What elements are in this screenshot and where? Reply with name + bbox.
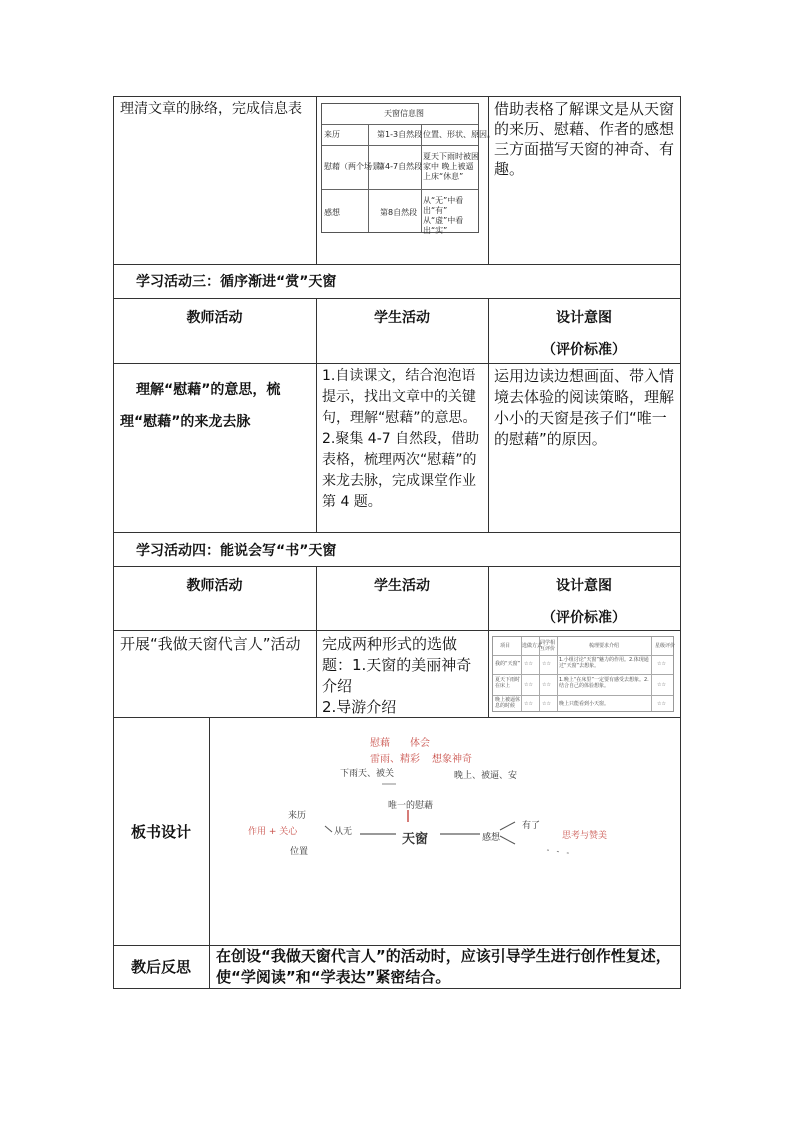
board-word: 有了 xyxy=(522,821,541,831)
row1-intent-text: 借助表格了解课文是从天窗的来历、慰藉、作者的感想三方面描写天窗的神奇、有趣。 xyxy=(494,100,675,178)
board-word: 作用 + 关心 xyxy=(248,827,298,837)
eval-header: 星级评价 xyxy=(655,643,676,649)
activity4-header-intent-sub: （评价标准） xyxy=(542,610,626,626)
rule xyxy=(113,298,681,299)
rule xyxy=(113,96,114,989)
board-word: 感想 xyxy=(482,833,501,843)
row1-teacher-text: 理清文章的脉络，完成信息表 xyxy=(120,101,302,117)
eval-req: 1.晚上“在床里”一定要有感受去想象。2.结合自己的体验想象。 xyxy=(559,677,649,689)
rule xyxy=(680,96,681,989)
eval-star: ☆☆ xyxy=(657,661,666,667)
eval-star: ☆☆ xyxy=(542,682,551,688)
activity3-teacher-text: 理解“慰藉”的意思，梳理“慰藉”的来龙去脉 xyxy=(120,382,281,430)
info-row-label: 慰藉（两个场景） xyxy=(324,162,388,171)
eval-star: ☆☆ xyxy=(542,701,551,707)
info-row-content: 位置、形状、原因。 xyxy=(423,130,495,139)
eval-req: 晚上只能看到小天窗。 xyxy=(559,701,610,707)
board-word: 从无 xyxy=(334,827,353,837)
activity4-header-intent: 设计意图 xyxy=(556,578,612,594)
activity4-student-text: 完成两种形式的选做题：1.天窗的美丽神奇介绍 2.导游介绍 xyxy=(322,635,472,716)
activity3-header-teacher: 教师活动 xyxy=(186,310,243,326)
board-strokes xyxy=(210,718,680,944)
board-word: 慰藉 xyxy=(370,738,390,749)
activity3-title: 学习活动三：循序渐进“赏”天窗 xyxy=(136,274,337,290)
info-row-range: 第1-3自然段 xyxy=(377,130,423,139)
info-row-content: 从“无”中看出“有” 从“虚”中看出“实” xyxy=(423,196,464,235)
reflection-label: 教后反思 xyxy=(130,958,191,976)
activity3-student-text: 1.自读课文，结合泡泡语提示，找出文章中的关键句，理解“慰藉”的意思。 2.聚集 4-7 自然段，借助表格，梳理两次“慰藉”的来龙去脉，完成课堂作业第 4 题。 xyxy=(322,368,480,510)
activity4-header-teacher: 教师活动 xyxy=(186,578,243,594)
eval-star: ☆☆ xyxy=(542,661,551,667)
info-table-title: 天窗信息图 xyxy=(384,109,424,118)
board-word: 体会 xyxy=(410,738,430,749)
activity4-header-student: 学生活动 xyxy=(374,578,430,594)
eval-header: 项目 xyxy=(500,643,511,649)
eval-item: 晚上被逼休息的时候 xyxy=(495,697,521,709)
rule xyxy=(113,988,681,989)
eval-item: 夏天下雨时在床上 xyxy=(495,677,521,689)
board-word: 思考与赞美 xyxy=(562,831,608,841)
board-word: 想象神奇 xyxy=(432,754,472,765)
eval-item: 我的“天窗” xyxy=(495,661,521,667)
eval-header: 梳理要求介绍 xyxy=(589,643,620,649)
info-row-label: 来历 xyxy=(324,130,340,139)
activity4-title: 学习活动四：能说会写“书”天窗 xyxy=(136,543,337,559)
board-word: 晚上、被逼、安 xyxy=(454,771,518,781)
rule xyxy=(113,363,681,364)
info-table xyxy=(321,103,495,235)
activity3-intent-text: 运用边读边想画面、带入情境去体验的阅读策略，理解小小的天窗是孩子们“唯一的慰藉”的原因。 xyxy=(494,367,675,448)
activity4-teacher-text: 开展“我做天窗代言人”活动 xyxy=(120,635,301,653)
eval-header: 同学相互评价 xyxy=(540,640,556,652)
reflection-text: 在创设“我做天窗代言人”的活动时，应该引导学生进行创作性复述，使“学阅读”和“学表达”紧密结合。 xyxy=(216,947,671,986)
eval-star: ☆☆ xyxy=(524,661,533,667)
eval-table xyxy=(492,636,674,712)
board-diagram xyxy=(210,718,680,944)
rule xyxy=(316,298,317,532)
rule xyxy=(113,264,681,265)
activity3-header-intent: 设计意图 xyxy=(556,310,612,326)
board-word: 下雨天、被关 xyxy=(340,769,395,779)
info-row-range: 第4-7自然段 xyxy=(377,162,423,171)
eval-header: 选做方式 xyxy=(522,643,543,649)
board-word: 唯一的慰藉 xyxy=(388,801,434,811)
eval-star: ☆☆ xyxy=(524,701,533,707)
rule xyxy=(488,96,489,264)
eval-star: ☆☆ xyxy=(524,682,533,688)
eval-star: ☆☆ xyxy=(657,701,666,707)
eval-star: ☆☆ xyxy=(657,682,666,688)
board-center-word: 天窗 xyxy=(402,832,429,847)
rule xyxy=(113,96,681,97)
board-word: 位置 xyxy=(290,847,309,857)
eval-req: 1.小组讨论“天窗”魅力的作用。2.体现通过“天窗”去想象。 xyxy=(559,657,649,669)
rule xyxy=(113,630,681,631)
activity3-header-student: 学生活动 xyxy=(374,310,430,326)
board-word: 来历 xyxy=(288,811,307,821)
board-label: 板书设计 xyxy=(130,823,191,841)
rule xyxy=(113,532,681,533)
board-word: 雷雨、精彩 xyxy=(370,754,420,765)
rule xyxy=(488,298,489,532)
activity3-header-intent-sub: （评价标准） xyxy=(542,342,626,358)
rule xyxy=(113,566,681,567)
info-row-content: 夏天下雨时被困家中 晚上被逼上床“休息” xyxy=(423,152,479,181)
info-row-label: 感想 xyxy=(324,208,340,217)
info-row-range: 第8自然段 xyxy=(380,208,418,217)
rule xyxy=(316,96,317,264)
